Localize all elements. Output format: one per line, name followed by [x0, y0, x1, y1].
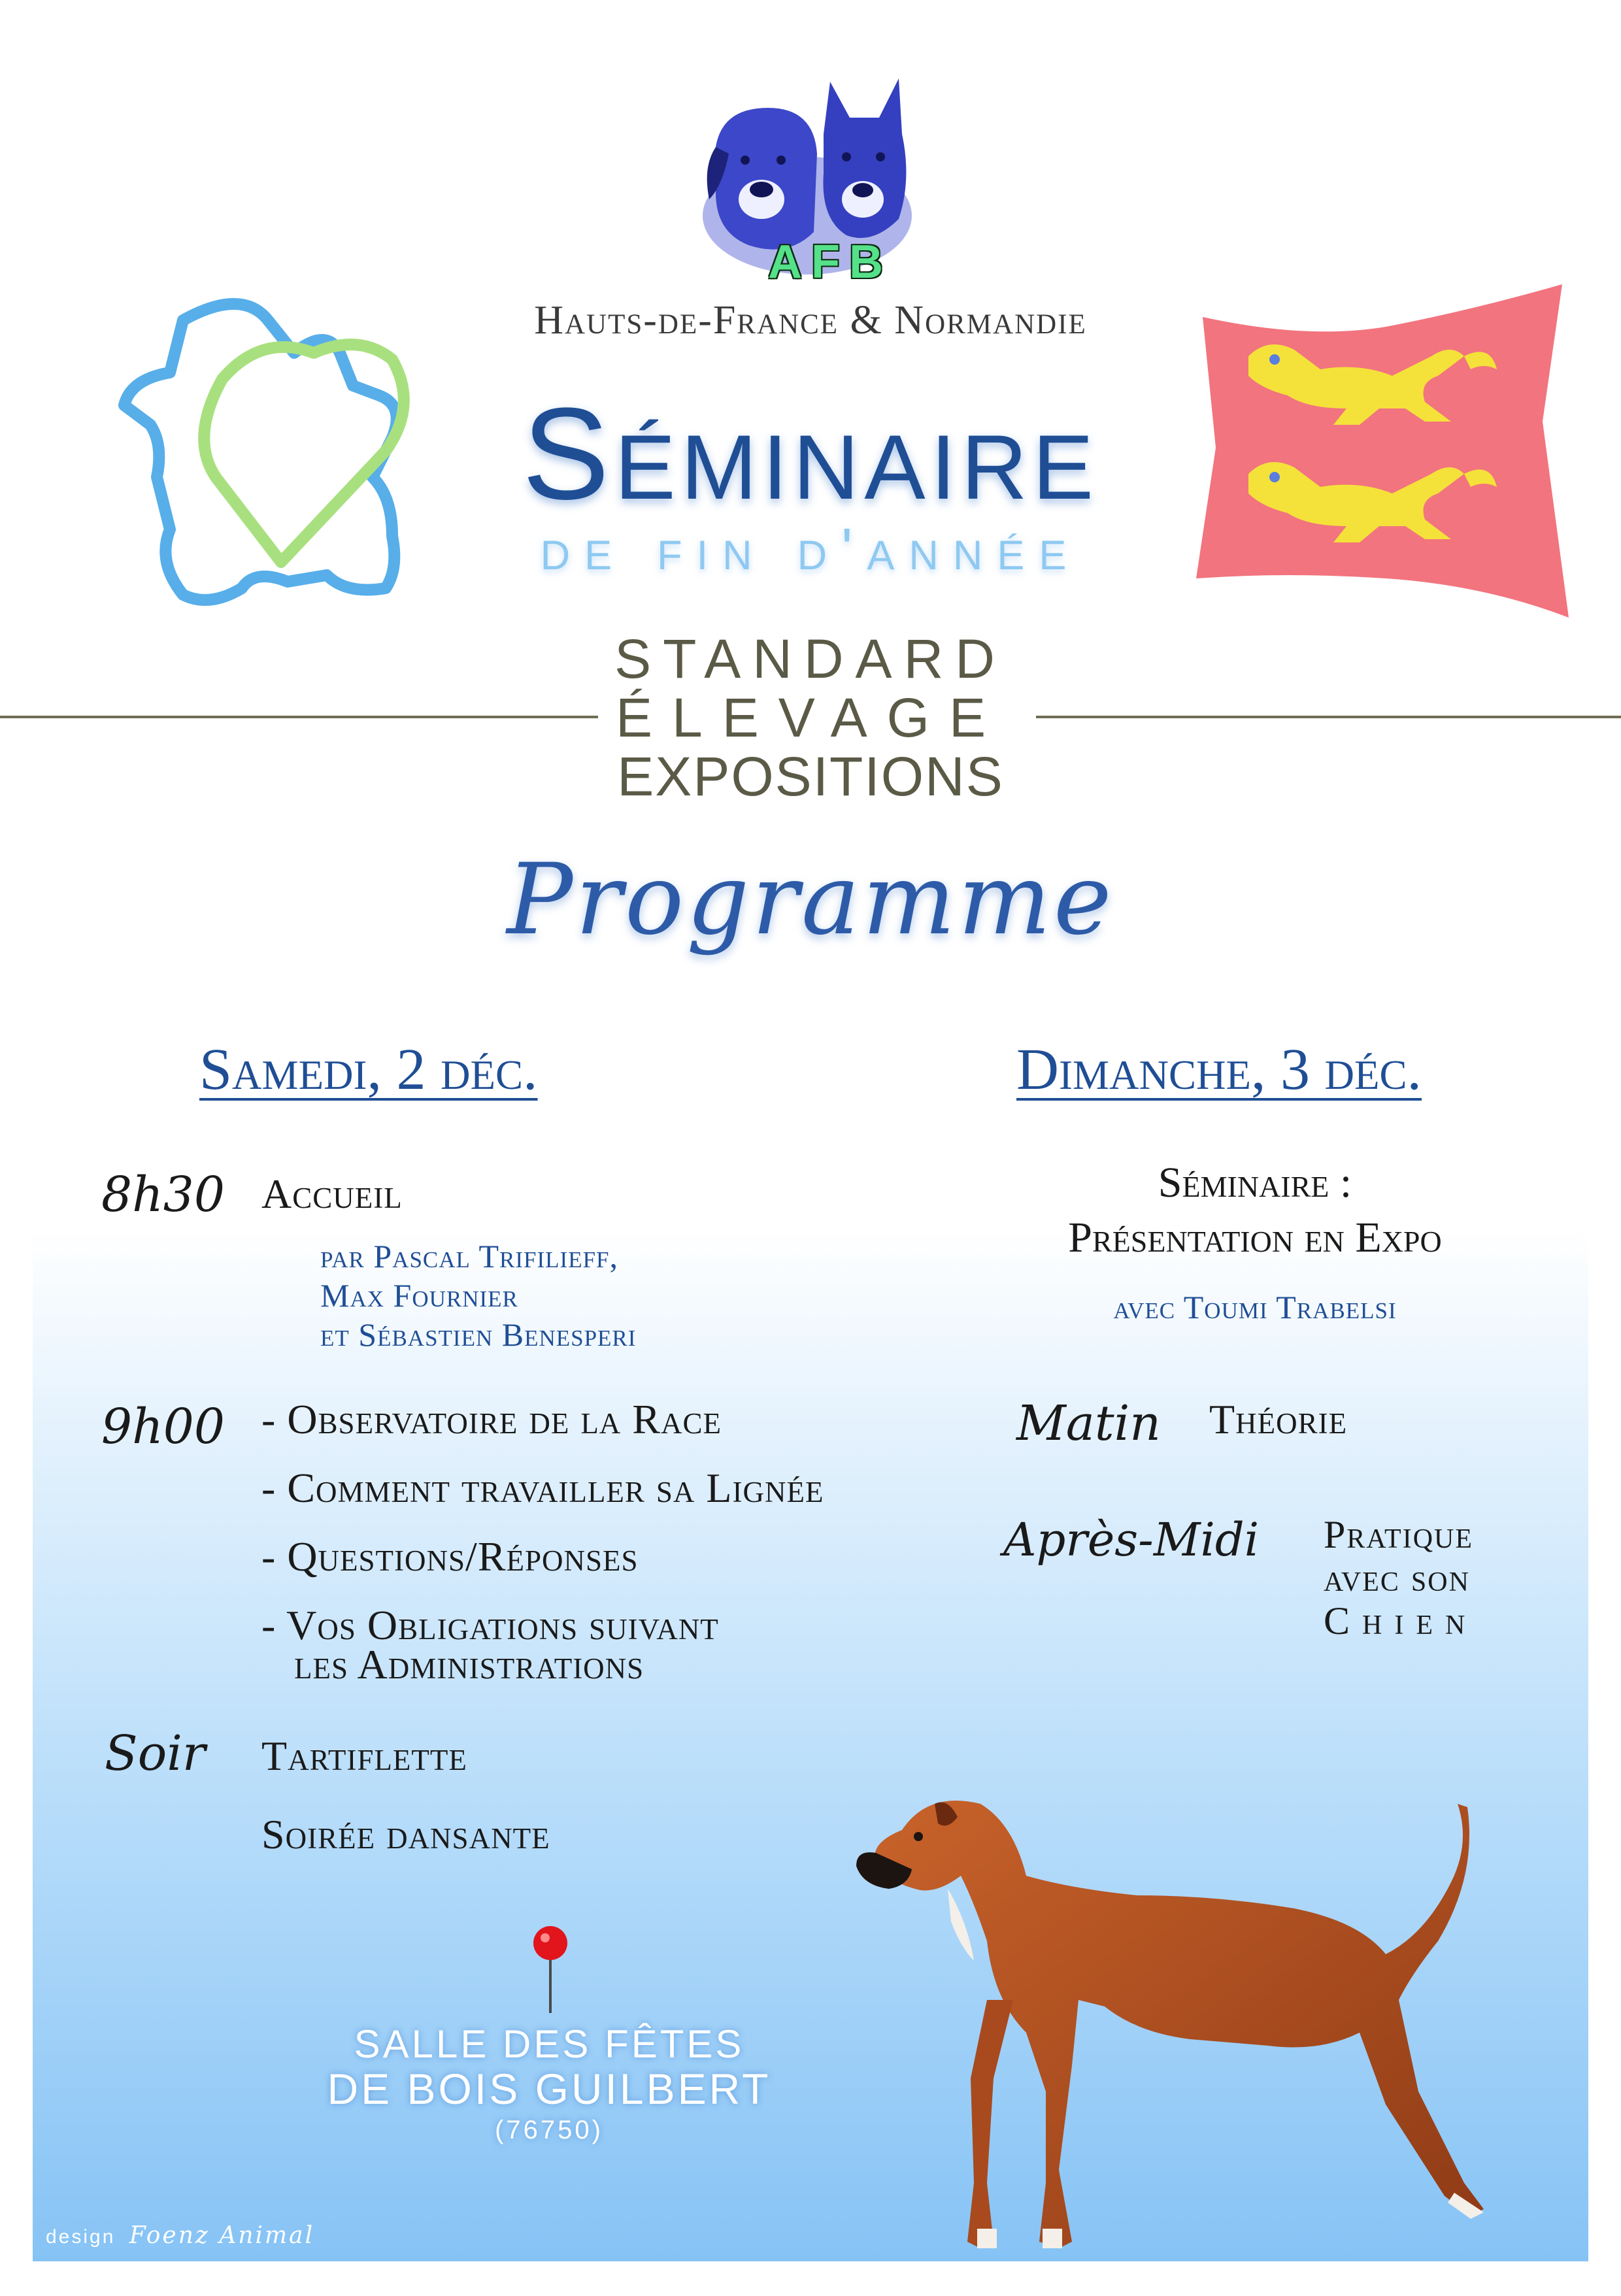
boxer-dog-icon: [797, 1725, 1556, 2293]
item-observatoire: - Observatoire de la Race: [261, 1396, 722, 1442]
venue-postcode: (76750): [495, 2116, 603, 2144]
theme-standard: STANDARD: [614, 628, 1007, 690]
boxer-dog-image: [797, 1725, 1556, 2293]
venue-line-1: SALLE DES FÊTES: [354, 2022, 744, 2066]
theme-elevage: ÉLEVAGE: [616, 687, 1005, 748]
sunday-title-line-2: Présentation en Expo: [1068, 1214, 1442, 1261]
saturday-heading: Samedi, 2 déc.: [199, 1037, 538, 1102]
speaker-line-2: Max Fournier: [320, 1277, 518, 1314]
programme-title: Programme: [507, 843, 1114, 957]
sunday-title-line-1: Séminaire :: [1158, 1159, 1352, 1206]
speaker-list: [320, 1237, 636, 1354]
credit-prefix: design: [46, 2226, 116, 2248]
item-administrations: les Administrations: [294, 1641, 644, 1688]
time-soir: Soir: [105, 1725, 206, 1782]
afternoon-line-1: Pratique: [1324, 1513, 1474, 1556]
region-title: Hauts-de-France & Normandie: [534, 298, 1087, 342]
item-theorie: Théorie: [1209, 1396, 1348, 1442]
time-9h00: 9h00: [101, 1399, 225, 1455]
map-pin-icon: [531, 1925, 570, 2016]
time-8h30: 8h30: [101, 1167, 225, 1223]
theme-expositions: EXPOSITIONS: [617, 746, 1004, 807]
time-apres-midi: Après-Midi: [1003, 1513, 1260, 1567]
time-matin: Matin: [1016, 1395, 1161, 1452]
item-soiree: Soirée dansante: [261, 1811, 550, 1857]
sunday-heading: Dimanche, 3 déc.: [1016, 1037, 1422, 1102]
sunday-speaker: avec Toumi Trabelsi: [1113, 1289, 1397, 1325]
speaker-line-3: et Sébastien Benesperi: [320, 1316, 637, 1353]
afb-logo: [690, 69, 931, 291]
venue-block: [314, 2023, 784, 2148]
credit-name: Foenz Animal: [129, 2222, 315, 2249]
item-accueil: Accueil: [261, 1171, 403, 1217]
item-obligations: - Vos Obligations suivant: [261, 1602, 719, 1648]
design-credit: [46, 2222, 314, 2249]
afb-logo-text: AFB: [768, 236, 892, 288]
item-tartiflette: Tartiflette: [261, 1733, 467, 1779]
speaker-line-1: par Pascal Trifilieff,: [320, 1238, 619, 1274]
afternoon-line-3: C h i e n: [1324, 1599, 1467, 1642]
seminar-title: Séminaire: [522, 381, 1099, 527]
venue-line-2: DE BOIS GUILBERT: [327, 2065, 771, 2113]
afternoon-block: [1324, 1513, 1473, 1642]
afternoon-line-2: avec son: [1324, 1556, 1470, 1599]
item-questions: - Questions/Réponses: [261, 1533, 639, 1580]
item-lignee: - Comment travailler sa Lignée: [261, 1465, 824, 1511]
sunday-seminar-title: [980, 1156, 1529, 1265]
seminar-subtitle: de fin d'année: [540, 517, 1081, 582]
